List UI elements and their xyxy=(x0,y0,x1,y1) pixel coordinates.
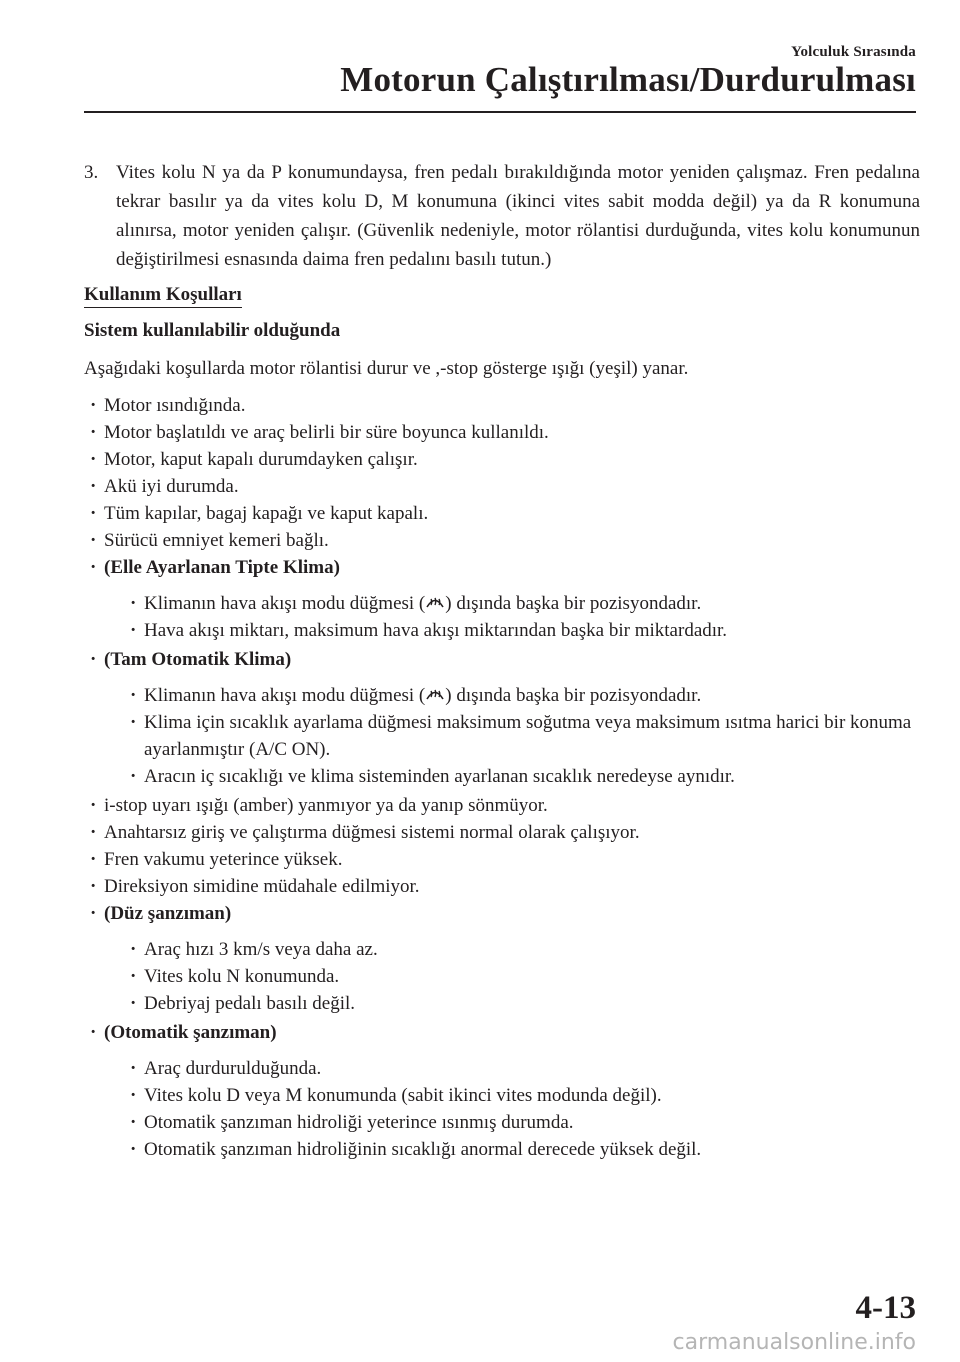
defroster-icon xyxy=(425,592,445,610)
list-item: · Araç durdurulduğunda. xyxy=(104,1055,920,1082)
auto-ac-title: (Tam Otomatik Klima) xyxy=(104,649,292,670)
list-item-manual-ac xyxy=(84,554,920,644)
list-item: · Hava akışı miktarı, maksimum hava akışı miktarından başka bir miktardadır. xyxy=(104,617,920,644)
section-title: Kullanım Koşulları xyxy=(84,284,242,308)
list-item: · Anahtarsız giriş ve çalıştırma düğmesi sistemi normal olarak çalışıyor. xyxy=(84,819,920,846)
list-item: · Fren vakumu yeterince yüksek. xyxy=(84,846,920,873)
list-item: · Tüm kapılar, bagaj kapağı ve kaput kapalı. xyxy=(84,500,920,527)
header-divider xyxy=(84,111,916,113)
step-3 xyxy=(84,158,920,274)
page-title: Motorun Çalıştırılması/Durdurulması xyxy=(340,60,916,99)
step-text: Vites kolu N ya da P konumundaysa, fren pedalı bırakıldığında motor yeniden çalışmaz. Fren pedalına tekrar basılır ya da vites kolu D, M konumuna (ikinci vites sabit modda değil) ya da R konumuna alınırsa, motor yeniden çalışır. (Güvenlik nedeniyle, motor rölantisi durduğunda, vites kolu konumunun değiştirilmesi esnasında daima fren pedalını basılı tutun.) xyxy=(116,162,920,270)
page-number: 4-13 xyxy=(855,1290,916,1326)
auto-trans-title: (Otomatik şanzıman) xyxy=(104,1022,277,1043)
list-item: · Otomatik şanzıman hidroliğinin sıcaklığı anormal derecede yüksek değil. xyxy=(104,1136,920,1163)
list-item: · Debriyaj pedalı basılı değil. xyxy=(104,990,920,1017)
list-item: · Motor, kaput kapalı durumdayken çalışır. xyxy=(84,446,920,473)
manual-trans-title: (Düz şanzıman) xyxy=(104,903,232,924)
airflow-text-after: ) dışında başka bir pozisyondadır. xyxy=(445,685,702,706)
list-item-manual-trans xyxy=(84,900,920,1017)
auto-trans-sublist xyxy=(104,1055,920,1163)
airflow-text-before: Klimanın hava akışı modu düğmesi ( xyxy=(144,593,426,614)
manual-ac-sublist xyxy=(104,590,920,644)
header-section-label: Yolculuk Sırasında xyxy=(791,44,916,60)
list-item: · Klima için sıcaklık ayarlama düğmesi maksimum soğutma veya maksimum ısıtma harici bir konuma ayarlanmıştır (A/C ON). xyxy=(104,709,920,763)
list-item-auto-trans xyxy=(84,1019,920,1163)
list-item: · Araç hızı 3 km/s veya daha az. xyxy=(104,936,920,963)
section-subtitle: Sistem kullanılabilir olduğunda xyxy=(84,320,341,341)
airflow-text-after: ) dışında başka bir pozisyondadır. xyxy=(445,593,702,614)
auto-ac-sublist xyxy=(104,682,920,790)
list-item: · Direksiyon simidine müdahale edilmiyor. xyxy=(84,873,920,900)
list-item xyxy=(104,682,920,709)
list-item: · Sürücü emniyet kemeri bağlı. xyxy=(84,527,920,554)
manual-ac-title: (Elle Ayarlanan Tipte Klima) xyxy=(104,557,340,578)
list-item: · Motor başlatıldı ve araç belirli bir süre boyunca kullanıldı. xyxy=(84,419,920,446)
list-item: · Vites kolu N konumunda. xyxy=(104,963,920,990)
page-content xyxy=(84,158,920,1165)
list-item: · Motor ısındığında. xyxy=(84,392,920,419)
list-item xyxy=(104,590,920,617)
step-number: 3. xyxy=(84,162,99,183)
list-item: · Vites kolu D veya M konumunda (sabit ikinci vites modunda değil). xyxy=(104,1082,920,1109)
conditions-list xyxy=(84,392,920,1163)
defroster-icon xyxy=(425,684,445,702)
list-item-auto-ac xyxy=(84,646,920,790)
list-item: · i-stop uyarı ışığı (amber) yanmıyor ya da yanıp sönmüyor. xyxy=(84,792,920,819)
section-intro: Aşağıdaki koşullarda motor rölantisi durur ve ,-stop gösterge ışığı (yeşil) yanar. xyxy=(84,358,689,379)
list-item: · Akü iyi durumda. xyxy=(84,473,920,500)
manual-trans-sublist xyxy=(104,936,920,1017)
watermark: carmanualsonline.info xyxy=(672,1330,916,1355)
airflow-text-before: Klimanın hava akışı modu düğmesi ( xyxy=(144,685,426,706)
list-item: · Aracın iç sıcaklığı ve klima sisteminden ayarlanan sıcaklık neredeyse aynıdır. xyxy=(104,763,920,790)
list-item: · Otomatik şanzıman hidroliği yeterince ısınmış durumda. xyxy=(104,1109,920,1136)
